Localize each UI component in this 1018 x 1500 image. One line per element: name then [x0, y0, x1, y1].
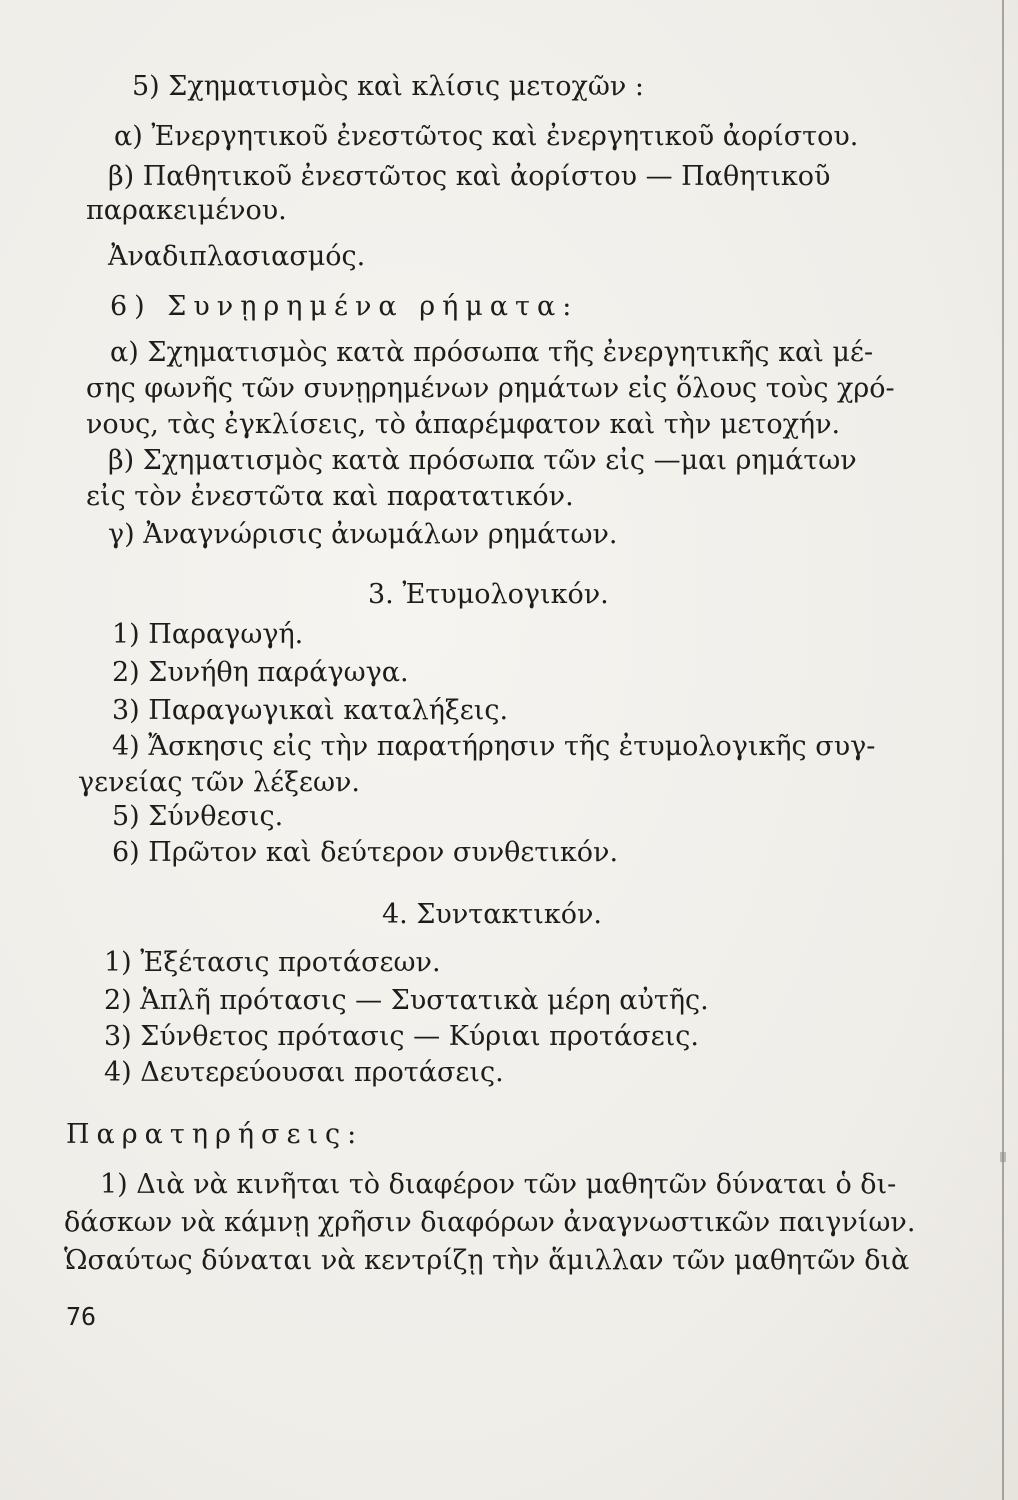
item-5-beta-cont: παρακειμένου. [86, 195, 287, 226]
page-edge-line [1002, 0, 1004, 1500]
section-3-heading: 3. Ἐτυμολογικόν. [368, 579, 609, 610]
remarks-para-line-1: 1) Διὰ νὰ κινῆται τὸ διαφέρον τῶν μαθητῶν δύναται ὁ δι- [100, 1169, 897, 1200]
item-6-alpha-cont-2: νους, τὰς ἐγκλίσεις, τὸ ἀπαρέμφατον καὶ τὴν μετοχήν. [86, 409, 841, 440]
remarks-para-line-3: Ὡσαύτως δύναται νὰ κεντρίζῃ τὴν ἅμιλλαν τῶν μαθητῶν διὰ [64, 1245, 910, 1276]
syntax-item-2: 2) Ἁπλῆ πρότασις — Συστατικὰ μέρη αὐτῆς. [104, 985, 709, 1016]
page-edge-mark [1000, 1152, 1006, 1162]
etym-item-2: 2) Συνήθη παράγωγα. [112, 657, 409, 688]
remarks-heading: Παρατηρήσεις: [66, 1119, 364, 1150]
item-6-beta-cont: εἰς τὸν ἐνεστῶτα καὶ παρατατικόν. [86, 481, 574, 512]
item-6-gamma: γ) Ἀναγνώρισις ἀνωμάλων ρημάτων. [108, 519, 618, 550]
remarks-para-line-2: δάσκων νὰ κάμνῃ χρῆσιν διαφόρων ἀναγνωστικῶν παιγνίων. [64, 1207, 916, 1238]
item-5-heading: 5) Σχηματισμὸς καὶ κλίσις μετοχῶν : [132, 71, 644, 102]
syntax-item-1: 1) Ἐξέτασις προτάσεων. [104, 947, 441, 978]
etym-item-1: 1) Παραγωγή. [112, 619, 304, 650]
item-6-heading: 6) Συνῃρημένα ρήματα: [110, 291, 579, 322]
item-6-alpha: α) Σχηματισμὸς κατὰ πρόσωπα τῆς ἐνεργητικῆς καὶ μέ- [110, 337, 874, 368]
item-6-alpha-cont-1: σης φωνῆς τῶν συνῃρημένων ρημάτων εἰς ὅλους τοὺς χρό- [86, 373, 895, 404]
item-5-beta: β) Παθητικοῦ ἐνεστῶτος καὶ ἀορίστου — Παθητικοῦ [108, 161, 831, 192]
etym-item-3: 3) Παραγωγικαὶ καταλήξεις. [112, 695, 509, 726]
syntax-item-4: 4) Δευτερεύουσαι προτάσεις. [104, 1057, 504, 1088]
item-5-alpha: α) Ἐνεργητικοῦ ἐνεστῶτος καὶ ἐνεργητικοῦ ἀορίστου. [114, 121, 859, 152]
syntax-item-3: 3) Σύνθετος πρότασις — Κύριαι προτάσεις. [104, 1021, 699, 1052]
item-5-reduplication: Ἀναδιπλασιασμός. [108, 241, 366, 272]
etym-item-4: 4) Ἄσκησις εἰς τὴν παρατήρησιν τῆς ἐτυμολογικῆς συγ- [112, 731, 876, 762]
etym-item-6: 6) Πρῶτον καὶ δεύτερον συνθετικόν. [112, 837, 619, 868]
page-number: 76 [66, 1302, 97, 1331]
etym-item-5: 5) Σύνθεσις. [112, 801, 284, 832]
item-6-beta: β) Σχηματισμὸς κατὰ πρόσωπα τῶν εἰς —μαι ρημάτων [108, 445, 857, 476]
etym-item-4-cont: γενείας τῶν λέξεων. [78, 767, 360, 798]
section-4-heading: 4. Συντακτικόν. [382, 899, 602, 930]
